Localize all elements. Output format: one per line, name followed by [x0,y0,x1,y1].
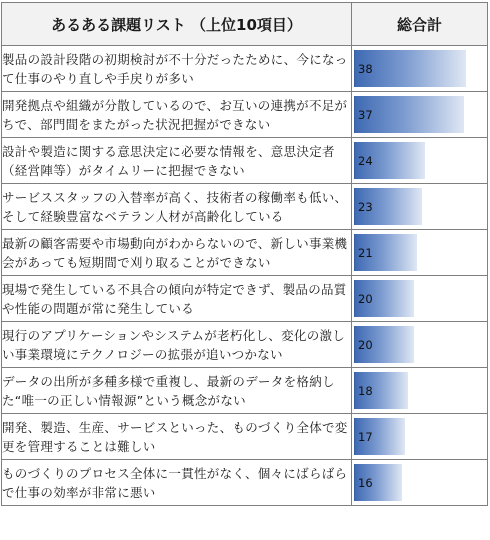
total-cell [352,184,488,230]
ranking-table [1,2,488,506]
table-row [2,92,488,138]
total-cell [352,322,488,368]
total-column-header: 総合計 [352,3,488,46]
table-row [2,276,488,322]
table-body [2,46,488,506]
issue-label: 開発拠点や組織が分散しているので、お互いの連携が不足がちで、部門間をまたがった状況把握ができない [2,92,352,138]
bar-value-label: 17 [358,429,373,444]
table-row [2,46,488,92]
issue-label: 設計や製造に関する意思決定に必要な情報を、意思決定者（経営陣等）がタイムリーに把握できない [2,138,352,184]
total-cell [352,460,488,506]
total-cell [352,368,488,414]
bar-value-label: 23 [358,199,373,214]
bar-value-label: 20 [358,337,373,352]
issue-label: 開発、製造、生産、サービスといった、ものづくり全体で変更を管理することは難しい [2,414,352,460]
total-cell [352,414,488,460]
issue-label: サービススタッフの入替率が高く、技術者の稼働率も低い、そして経験豊富なベテラン人材が高齢化している [2,184,352,230]
bar-value-label: 16 [358,475,373,490]
bar-value-label: 24 [358,153,373,168]
table-row [2,460,488,506]
issue-label: 現行のアプリケーションやシステムが老朽化し、変化の激しい事業環境にテクノロジーの拡張が追いつかない [2,322,352,368]
bar-value-label: 18 [358,383,373,398]
issue-label: 現場で発生している不具合の傾向が特定できず、製品の品質や性能の問題が常に発生している [2,276,352,322]
items-column-header: あるある課題リスト （上位10項目） [2,3,352,46]
total-cell [352,46,488,92]
table-row [2,138,488,184]
table-row [2,322,488,368]
issue-label: ものづくりのプロセス全体に一貫性がなく、個々にばらばらで仕事の効率が非常に悪い [2,460,352,506]
table-row [2,230,488,276]
issue-label: 最新の顧客需要や市場動向がわからないので、新しい事業機会があっても短期間で刈り取ることができない [2,230,352,276]
table-row [2,368,488,414]
issue-label: データの出所が多種多様で重複し、最新のデータを格納した“唯一の正しい情報源”という概念がない [2,368,352,414]
table-row [2,184,488,230]
bar-value-label: 38 [358,61,373,76]
issue-label: 製品の設計段階の初期検討が不十分だったために、今になって仕事のやり直しや手戻りが多い [2,46,352,92]
total-cell [352,138,488,184]
header-row [2,3,488,46]
table-row [2,414,488,460]
bar-value-label: 20 [358,291,373,306]
total-cell [352,276,488,322]
total-cell [352,230,488,276]
bar-value-label: 37 [358,107,373,122]
total-cell [352,92,488,138]
bar-value-label: 21 [358,245,373,260]
